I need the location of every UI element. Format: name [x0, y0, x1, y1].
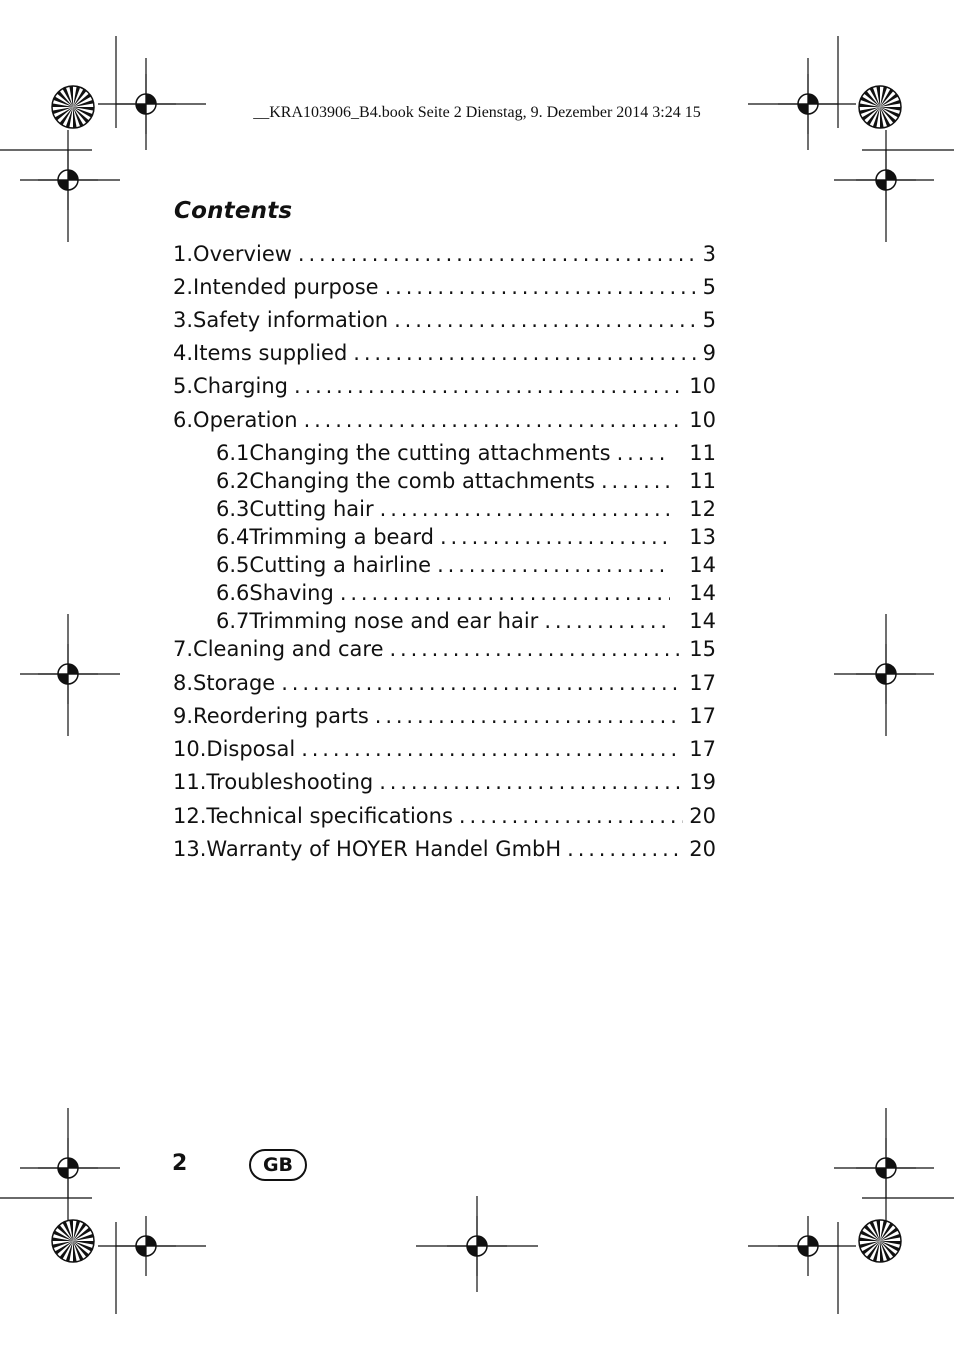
- toc-page: 14: [689, 581, 716, 605]
- toc-number: 6.6: [216, 581, 250, 605]
- toc-leader-dots: [440, 525, 670, 549]
- language-badge: [249, 1149, 307, 1181]
- toc-title: Items supplied: [193, 341, 348, 365]
- language-badge-label: GB: [262, 1154, 294, 1176]
- toc-number: 4.: [173, 341, 194, 365]
- toc-page: 12: [689, 497, 716, 521]
- toc-title: Safety information: [193, 308, 389, 332]
- toc-page: 11: [689, 469, 716, 493]
- toc-leader-dots: [340, 581, 670, 605]
- toc-page: 5: [702, 275, 716, 299]
- toc-leader-dots: [389, 637, 683, 661]
- toc-title: Charging: [193, 374, 288, 398]
- toc-number: 9.: [173, 704, 194, 728]
- toc-page: 20: [689, 804, 716, 828]
- toc-entry-troubleshooting[interactable]: [173, 770, 716, 798]
- toc-subentry-shaving[interactable]: [216, 581, 716, 609]
- star-target-icon: [52, 1220, 94, 1262]
- toc-page: 14: [689, 609, 716, 633]
- toc-page: 20: [689, 837, 716, 861]
- toc-entry-safety-information[interactable]: [173, 308, 716, 336]
- toc-title: Disposal: [206, 737, 296, 761]
- toc-page: 5: [702, 308, 716, 332]
- toc-number: 3.: [173, 308, 194, 332]
- toc-title: Overview: [193, 242, 292, 266]
- toc-title: Intended purpose: [193, 275, 379, 299]
- toc-title: Storage: [193, 671, 276, 695]
- toc-number: 12.: [173, 804, 207, 828]
- toc-entry-charging[interactable]: [173, 374, 716, 402]
- toc-entry-operation[interactable]: [173, 408, 716, 436]
- toc-page: 13: [689, 525, 716, 549]
- toc-page: 17: [689, 737, 716, 761]
- toc-entry-technical-specifications[interactable]: [173, 804, 716, 832]
- toc-number: 2.: [173, 275, 194, 299]
- toc-title: Shaving: [249, 581, 334, 605]
- toc-entry-disposal[interactable]: [173, 737, 716, 765]
- toc-number: 6.3: [216, 497, 250, 521]
- toc-leader-dots: [304, 408, 684, 432]
- toc-entry-overview[interactable]: [173, 242, 716, 270]
- toc-leader-dots: [601, 469, 670, 493]
- toc-entry-cleaning-care[interactable]: [173, 637, 716, 665]
- toc-title: Technical specifications: [206, 804, 453, 828]
- toc-page: 9: [702, 341, 716, 365]
- toc-page: 17: [689, 704, 716, 728]
- toc-page: 14: [689, 553, 716, 577]
- toc-title: Cutting a hairline: [249, 553, 432, 577]
- toc-page: 11: [689, 441, 716, 465]
- toc-title: Warranty of HOYER Handel GmbH: [206, 837, 562, 861]
- toc-entry-warranty[interactable]: [173, 837, 716, 865]
- toc-subentry-cutting-attachments[interactable]: [216, 441, 716, 469]
- toc-leader-dots: [353, 341, 696, 365]
- toc-entry-intended-purpose[interactable]: [173, 275, 716, 303]
- toc-number: 11.: [173, 770, 207, 794]
- toc-title: Trimming a beard: [249, 525, 434, 549]
- toc-entry-storage[interactable]: [173, 671, 716, 699]
- toc-title: Cutting hair: [249, 497, 374, 521]
- toc-subentry-cutting-hairline[interactable]: [216, 553, 716, 581]
- toc-subentry-comb-attachments[interactable]: [216, 469, 716, 497]
- toc-number: 6.5: [216, 553, 250, 577]
- toc-title: Troubleshooting: [206, 770, 374, 794]
- toc-number: 5.: [173, 374, 194, 398]
- toc-title: Cleaning and care: [193, 637, 384, 661]
- page-title: Contents: [174, 198, 293, 224]
- toc-page: 19: [689, 770, 716, 794]
- toc-page: 3: [702, 242, 716, 266]
- toc-title: Trimming nose and ear hair: [249, 609, 539, 633]
- print-header: __KRA103906_B4.book Seite 2 Dienstag, 9. Dezember 2014 3:24 15: [253, 104, 701, 121]
- toc-number: 13.: [173, 837, 207, 861]
- toc-leader-dots: [567, 837, 683, 861]
- toc-page: 10: [689, 408, 716, 432]
- toc-leader-dots: [298, 242, 697, 266]
- toc-entry-items-supplied[interactable]: [173, 341, 716, 369]
- toc-number: 6.: [173, 408, 194, 432]
- toc-leader-dots: [459, 804, 683, 828]
- toc-page: 15: [689, 637, 716, 661]
- toc-leader-dots: [375, 704, 683, 728]
- toc-leader-dots: [385, 275, 697, 299]
- toc-number: 6.2: [216, 469, 250, 493]
- toc-leader-dots: [380, 497, 670, 521]
- toc-title: Changing the comb attachments: [249, 469, 595, 493]
- toc-number: 7.: [173, 637, 194, 661]
- footer-page-number: 2: [172, 1151, 188, 1176]
- toc-number: 8.: [173, 671, 194, 695]
- toc-subentry-trimming-beard[interactable]: [216, 525, 716, 553]
- toc-page: 17: [689, 671, 716, 695]
- toc-leader-dots: [437, 553, 670, 577]
- toc-leader-dots: [617, 441, 670, 465]
- toc-subentry-nose-ear-hair[interactable]: [216, 609, 716, 637]
- toc-leader-dots: [544, 609, 670, 633]
- toc-leader-dots: [294, 374, 683, 398]
- toc-leader-dots: [301, 737, 683, 761]
- toc-page: 10: [689, 374, 716, 398]
- toc-entry-reordering-parts[interactable]: [173, 704, 716, 732]
- toc-leader-dots: [281, 671, 683, 695]
- star-target-icon: [859, 1220, 901, 1262]
- toc-subentry-cutting-hair[interactable]: [216, 497, 716, 525]
- toc-leader-dots: [379, 770, 683, 794]
- toc-title: Operation: [193, 408, 298, 432]
- toc-number: 6.7: [216, 609, 250, 633]
- toc-number: 6.4: [216, 525, 250, 549]
- toc-number: 1.: [173, 242, 194, 266]
- toc-number: 6.1: [216, 441, 250, 465]
- toc-leader-dots: [394, 308, 697, 332]
- toc-title: Reordering parts: [193, 704, 369, 728]
- toc-number: 10.: [173, 737, 207, 761]
- toc-title: Changing the cutting attachments: [249, 441, 611, 465]
